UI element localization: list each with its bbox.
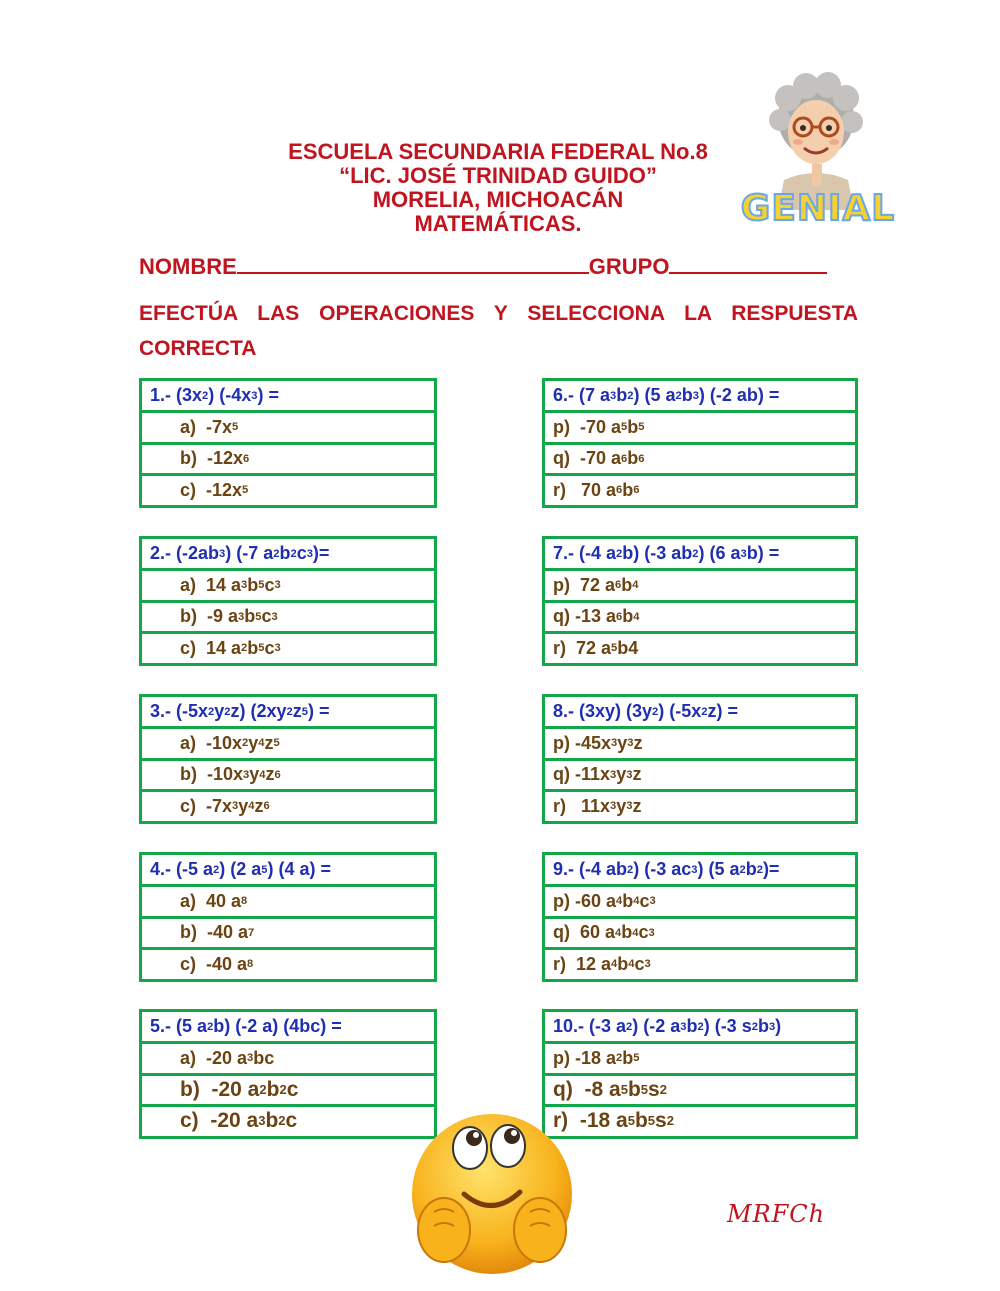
instructions: EFECTÚA LAS OPERACIONES Y SELECCIONA LA RESPUESTA CORRECTA [139,302,858,360]
question-prompt: 8.- (3xy) (3y 2 ) (-5x 2 z) = [553,701,739,721]
answer-option[interactable]: b) -20 a 2 b 2 c [142,1073,434,1105]
genial-badge: GENIAL [740,188,896,229]
answer-option[interactable]: p) -70 a 5 b 5 [545,410,855,442]
subject-title: MATEMÁTICAS. [414,211,582,236]
answer-option[interactable]: q) -13 a 6 b 4 [545,600,855,632]
school-location: MORELIA, MICHOACÁN [372,187,624,212]
teacher-avatar-icon [736,70,901,230]
answer-option[interactable]: r) 72 a 5 b4 [545,631,855,663]
answer-option[interactable]: b) -12x 6 [142,442,434,474]
group-label: GRUPO [588,254,670,279]
question-7-box [542,536,858,666]
answer-option[interactable]: r) 70 a 6 b 6 [545,473,855,505]
question-5-box [139,1009,437,1139]
answer-option[interactable]: p) -18 a 2 b 5 [545,1041,855,1073]
question-prompt: 7.- (-4 a 2 b) (-3 ab 2 ) (6 a 3 b) = [553,543,780,563]
question-1-box [139,378,437,508]
school-honoree: “LIC. JOSÉ TRINIDAD GUIDO” [339,163,657,188]
answer-option[interactable]: r) 12 a 4 b 4 c 3 [545,947,855,979]
question-prompt: 2.- (-2ab 3 ) (-7 a 2 b 2 c 3 )= [150,543,330,563]
question-prompt: 4.- (-5 a 2 ) (2 a 5 ) (4 a) = [150,859,332,879]
question-10-box [542,1009,858,1139]
question-2-box [139,536,437,666]
question-prompt: 5.- (5 a 2 b) (-2 a) (4bc) = [150,1016,342,1036]
question-6-box [542,378,858,508]
answer-option[interactable]: r) 11x 3 y 3 z [545,789,855,821]
answer-option[interactable]: p) -45x 3 y 3 z [545,726,855,758]
answer-option[interactable]: c) -20 a 3 b 2 c [142,1104,434,1136]
answer-option[interactable]: a) -7x 5 [142,410,434,442]
thinking-smiley-icon [404,1108,580,1286]
question-prompt: 6.- (7 a 3 b 2 ) (5 a 2 b 3 ) (-2 ab) = [553,385,780,405]
answer-option[interactable]: q) 60 a 4 b 4 c 3 [545,916,855,948]
answer-option[interactable]: r) -18 a 5 b 5 s 2 [545,1104,855,1136]
answer-option[interactable]: a) -10x 2 y 4 z 5 [142,726,434,758]
name-field[interactable] [237,252,589,274]
school-name: ESCUELA SECUNDARIA FEDERAL No.8 [288,139,708,164]
answer-option[interactable]: c) 14 a 2 b 5 c 3 [142,631,434,663]
answer-option[interactable]: q) -70 a 6 b 6 [545,442,855,474]
name-group-line [139,252,827,280]
question-3-box [139,694,437,824]
answer-option[interactable]: b) -10x 3 y 4 z 6 [142,758,434,790]
answer-option[interactable]: p) -60 a 4 b 4 c 3 [545,884,855,916]
question-prompt: 9.- (-4 ab 2 ) (-3 ac 3 ) (5 a 2 b 2 )= [553,859,780,879]
question-4-box [139,852,437,982]
answer-option[interactable]: a) -20 a 3 bc [142,1041,434,1073]
answer-option[interactable]: b) -40 a 7 [142,916,434,948]
group-field[interactable] [669,252,827,274]
question-prompt: 10.- (-3 a 2 ) (-2 a 3 b 2 ) (-3 s 2 b 3 ) [553,1016,782,1036]
name-label: NOMBRE [139,254,237,279]
answer-option[interactable]: p) 72 a 6 b 4 [545,568,855,600]
answer-option[interactable]: c) -7x 3 y 4 z 6 [142,789,434,821]
answer-option[interactable]: q) -11x 3 y 3 z [545,758,855,790]
question-9-box [542,852,858,982]
answer-option[interactable]: c) -12x 5 [142,473,434,505]
answer-option[interactable]: b) -9 a 3 b 5 c 3 [142,600,434,632]
answer-option[interactable]: q) -8 a 5 b 5 s 2 [545,1073,855,1105]
question-8-box [542,694,858,824]
signature: MRFCh [727,1200,826,1228]
answer-option[interactable]: a) 40 a 8 [142,884,434,916]
question-prompt: 1.- (3x 2 ) (-4x 3 ) = [150,385,279,405]
question-prompt: 3.- (-5x 2 y 2 z) (2xy 2 z 5 ) = [150,701,330,721]
answer-option[interactable]: c) -40 a 8 [142,947,434,979]
answer-option[interactable]: a) 14 a 3 b 5 c 3 [142,568,434,600]
